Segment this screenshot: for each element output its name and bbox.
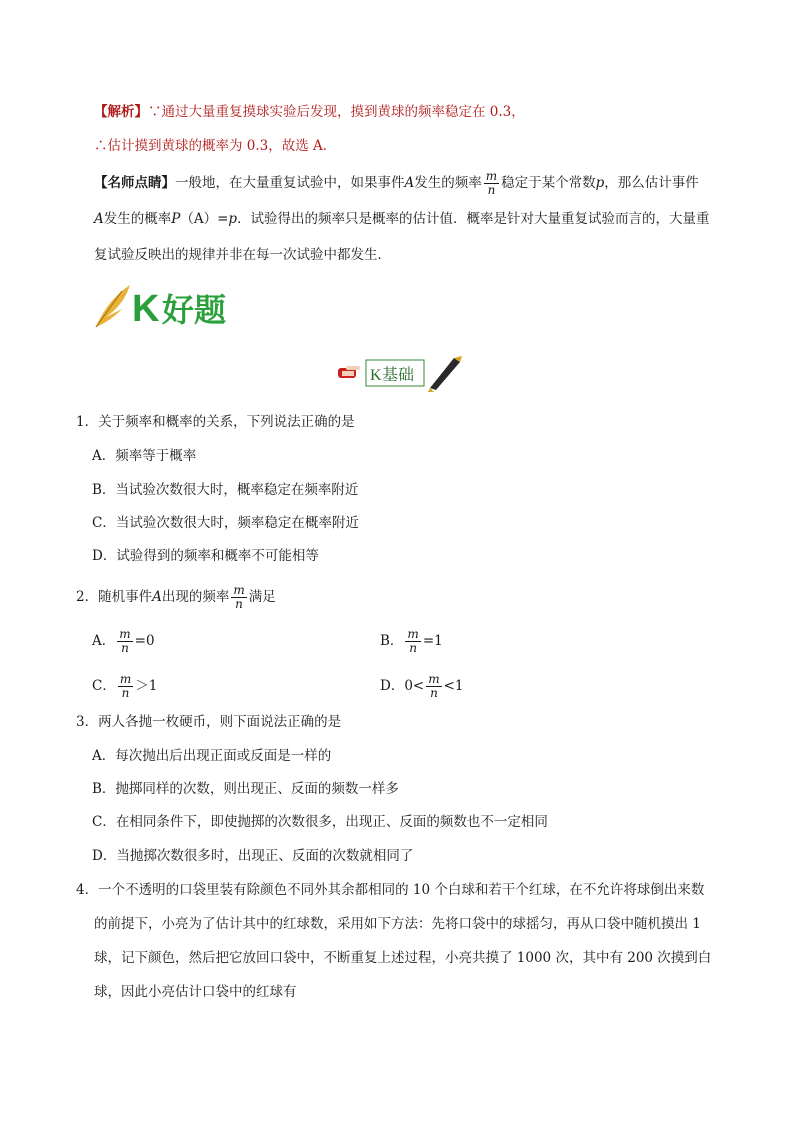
q4-line-2: 的前提下，小亮为了估计其中的红球数，采用如下方法：先将口袋中的球摇匀，再从口袋中随机摸出 1 [94,916,701,932]
analysis-tag: 【解析】 [94,104,148,120]
var-a: A [152,589,162,605]
q1-option-c: C．当试验次数很大时，频率稳定在概率附近 [92,515,359,531]
teacher-line-3: 复试验反映出的规律并非在每一次试验中都发生． [94,247,391,263]
pointing-hand-icon [338,366,360,378]
teacher-text: 发生的概率 [103,211,172,227]
q1-option-d: D．试验得到的频率和概率不可能相等 [92,548,319,564]
teacher-tag: 【名师点睛】 [94,175,175,191]
q2-option-d: D．0< $\frac{m}{n}$ <1 [380,672,464,700]
q1-option-b: B．当试验次数很大时，概率稳定在频率附近 [92,482,359,498]
q2-option-b: B． $\frac{m}{n}$ =1 [380,627,443,655]
fraction-m-n: $\frac{m}{n}$ [233,583,245,611]
fountain-pen-icon [428,356,462,392]
analysis-line-2: ∴估计摸到黄球的概率为 0.3，故选 A． [94,138,337,154]
banner-k: K [370,367,382,384]
var-a: A [404,175,415,191]
q3-option-a: A．每次抛出后出现正面或反面是一样的 [92,748,332,764]
q1-stem: 1．关于频率和概率的关系，下列说法正确的是 [76,414,355,430]
analysis-line-1 [94,102,525,122]
fraction-m-n: $\frac{m}{n}$ [485,169,498,197]
banner-k: K [132,288,160,330]
good-questions-banner [92,283,252,331]
teacher-line-1 [94,170,699,197]
q1-option-a: A．频率等于概率 [92,448,197,464]
teacher-text: （A）= [180,211,229,227]
fraction-m-n: $\frac{m}{n}$ [428,672,440,700]
banner-good-text: 好题 [162,291,227,329]
fraction-m-n: $\frac{m}{n}$ [119,672,132,700]
fraction-m-n: $\frac{m}{n}$ [407,627,419,655]
feather-icon [92,283,252,331]
q4-line-1: 4．一个不透明的口袋里装有除颜色不同外其余都相同的 10 个白球和若干个红球，在不允许将球倒出来数 [76,882,705,898]
q3-option-d: D．当抛掷次数很多时，出现正、反面的次数就相同了 [92,848,414,864]
q3-stem: 3．两人各抛一枚硬币，则下面说法正确的是 [76,714,342,730]
teacher-text: 一般地，在大量重复试验中，如果事件 [175,175,405,191]
q2-text: 2．随机事件 [76,589,153,605]
teacher-text: 稳定于某个常数 [501,175,596,191]
var-p: p [228,211,238,227]
teacher-text: ．试验得出的频率只是概率的估计值．概率是针对大量重复试验而言的，大量重 [237,211,710,227]
q2-stem [76,584,276,611]
var-a: A [94,211,104,227]
teacher-text: ，那么估计事件 [604,175,699,191]
q4-line-3: 球，记下颜色，然后把它放回口袋中，不断重复上述过程，小亮共摸了 1000 次，其中有 200 次摸到白 [94,950,712,966]
q2-text: 满足 [248,589,276,605]
basics-banner [334,352,464,392]
q4-line-4: 球，因此小亮估计口袋中的红球有 [94,984,297,1000]
q3-option-c: C．在相同条件下，即使抛掷的次数很多，出现正、反面的频数也不一定相同 [92,814,548,830]
q2-option-c: C． $\frac{m}{n}$ ＞1 [92,672,158,700]
analysis-text-1: ∵通过大量重复摸球实验后发现，摸到黄球的频率稳定在 0.3， [148,104,525,120]
banner-base-text: 基础 [382,365,415,384]
q3-option-b: B．抛掷同样的次数，则出现正、反面的频数一样多 [92,781,399,797]
teacher-text: 发生的频率 [414,175,482,191]
q2-text: 出现的频率 [161,589,230,605]
teacher-line-2 [94,209,710,229]
fraction-m-n: $\frac{m}{n}$ [119,627,131,655]
q2-option-a: A． $\frac{m}{n}$ =0 [92,627,155,655]
var-p: p [595,175,605,191]
var-P: P [171,211,181,227]
